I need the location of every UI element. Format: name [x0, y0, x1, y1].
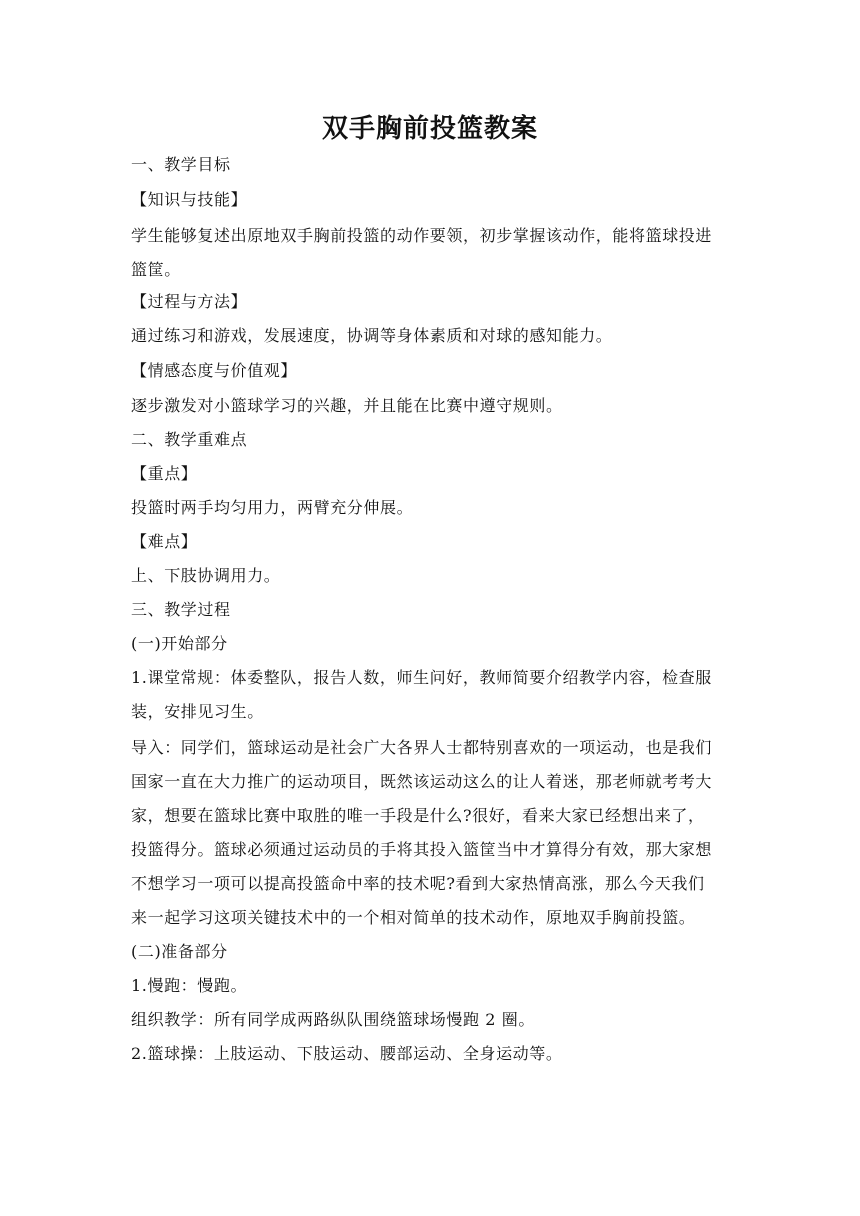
subheading-process-method: 【过程与方法】 — [131, 292, 248, 311]
document-title: 双手胸前投篮教案 — [321, 114, 538, 144]
subheading-difficulty: 【难点】 — [131, 532, 198, 551]
paragraph-line: 逐步激发对小篮球学习的兴趣，并且能在比赛中遵守规则。 — [131, 396, 563, 415]
paragraph-line: 1.慢跑：慢跑。 — [131, 976, 248, 995]
paragraph-line: 学生能够复述出原地双手胸前投篮的动作要领，初步掌握该动作，能将篮球投进 — [131, 226, 713, 245]
paragraph-line: 家，想要在篮球比赛中取胜的唯一手段是什么?很好，看来大家已经想出来了， — [131, 806, 705, 825]
paragraph-line: 导入：同学们，篮球运动是社会广大各界人士都特别喜欢的一项运动，也是我们 — [131, 738, 713, 757]
paragraph-line: 上、下肢协调用力。 — [131, 566, 281, 585]
subheading-emotion-values: 【情感态度与价值观】 — [131, 361, 298, 380]
subheading-preparation-part: (二)准备部分 — [131, 942, 228, 961]
paragraph-line: 不想学习一项可以提高投篮命中率的技术呢?看到大家热情高涨，那么今天我们 — [131, 874, 705, 893]
paragraph-line: 国家一直在大力推广的运动项目，既然该运动这么的让人着迷，那老师就考考大 — [131, 772, 713, 791]
section-heading-key-points: 二、教学重难点 — [131, 430, 248, 449]
paragraph-line: 投篮时两手均匀用力，两臂充分伸展。 — [131, 498, 414, 517]
paragraph-line: 1.课堂常规：体委整队，报告人数，师生问好，教师简要介绍教学内容，检查服 — [131, 668, 712, 687]
paragraph-line: 2.篮球操：上肢运动、下肢运动、腰部运动、全身运动等。 — [131, 1044, 563, 1063]
paragraph-line: 通过练习和游戏，发展速度，协调等身体素质和对球的感知能力。 — [131, 326, 613, 345]
subheading-opening-part: (一)开始部分 — [131, 634, 228, 653]
subheading-key-point: 【重点】 — [131, 464, 198, 483]
paragraph-line: 组织教学：所有同学成两路纵队围绕篮球场慢跑 2 圈。 — [131, 1010, 535, 1029]
paragraph-line: 篮筐。 — [131, 260, 181, 279]
section-heading-objectives: 一、教学目标 — [131, 155, 231, 174]
paragraph-line: 来一起学习这项关键技术中的一个相对简单的技术动作，原地双手胸前投篮。 — [131, 908, 696, 927]
paragraph-line: 投篮得分。篮球必须通过运动员的手将其投入篮筐当中才算得分有效，那大家想 — [131, 840, 713, 859]
paragraph-line: 装，安排见习生。 — [131, 702, 264, 721]
section-heading-process: 三、教学过程 — [131, 600, 231, 619]
subheading-knowledge-skills: 【知识与技能】 — [131, 190, 248, 209]
